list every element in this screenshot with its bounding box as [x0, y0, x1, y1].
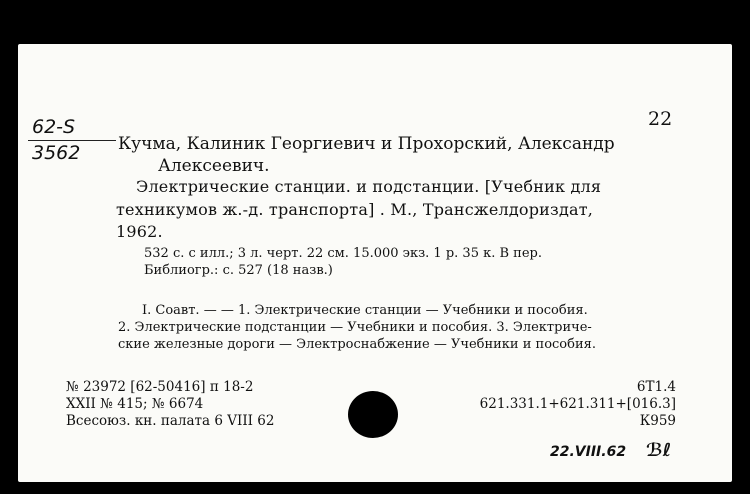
title-line-3: 1962. [116, 222, 163, 241]
footer-left-line-3: Всесоюз. кн. палата 6 VIII 62 [66, 413, 275, 429]
footer-right-line-1: 6Т1.4 [636, 379, 676, 395]
title-line-2: техникумов ж.-д. транспорта] . М., Трансжелдориздат, [116, 200, 594, 219]
heading-line-2: Алексеевич. [158, 156, 270, 176]
subjects-line-3: ские железные дороги — Электроснабжение — Учебники и пособия. [118, 337, 596, 352]
handwritten-code-top: 62-S [32, 116, 76, 138]
subjects-line-1: I. Соавт. — — 1. Электрические станции — Учебники и пособия. [142, 303, 588, 318]
punch-hole [348, 391, 398, 438]
heading-line-1: Кучма, Калиник Георгиевич и Прохорский, Александр [118, 134, 615, 154]
subjects-line-2: 2. Электрические подстанции — Учебники и пособия. 3. Электриче- [118, 320, 592, 335]
footer-right-line-2: 621.331.1+621.311+[016.3] [479, 396, 676, 412]
title-line-1: Электрические станции. и подстанции. [Учебник для [136, 177, 602, 196]
physical-line-2: Библиогр.: с. 527 (18 назв.) [144, 263, 333, 278]
handwritten-underline [28, 140, 116, 141]
handwritten-initials: ℬℓ [646, 440, 672, 461]
footer-left-line-1: № 23972 [62-50416] п 18-2 [66, 379, 254, 395]
footer-left-line-2: XXII № 415; № 6674 [66, 396, 204, 412]
handwritten-code-bottom: 3562 [32, 142, 81, 164]
physical-line-1: 532 с. с илл.; 3 л. черт. 22 см. 15.000 экз. 1 р. 35 к. В пер. [144, 246, 542, 261]
handwritten-date-note: 22.VIII.62 [550, 444, 627, 460]
page-number: 22 [648, 108, 673, 130]
footer-right-line-3: К959 [639, 413, 676, 429]
